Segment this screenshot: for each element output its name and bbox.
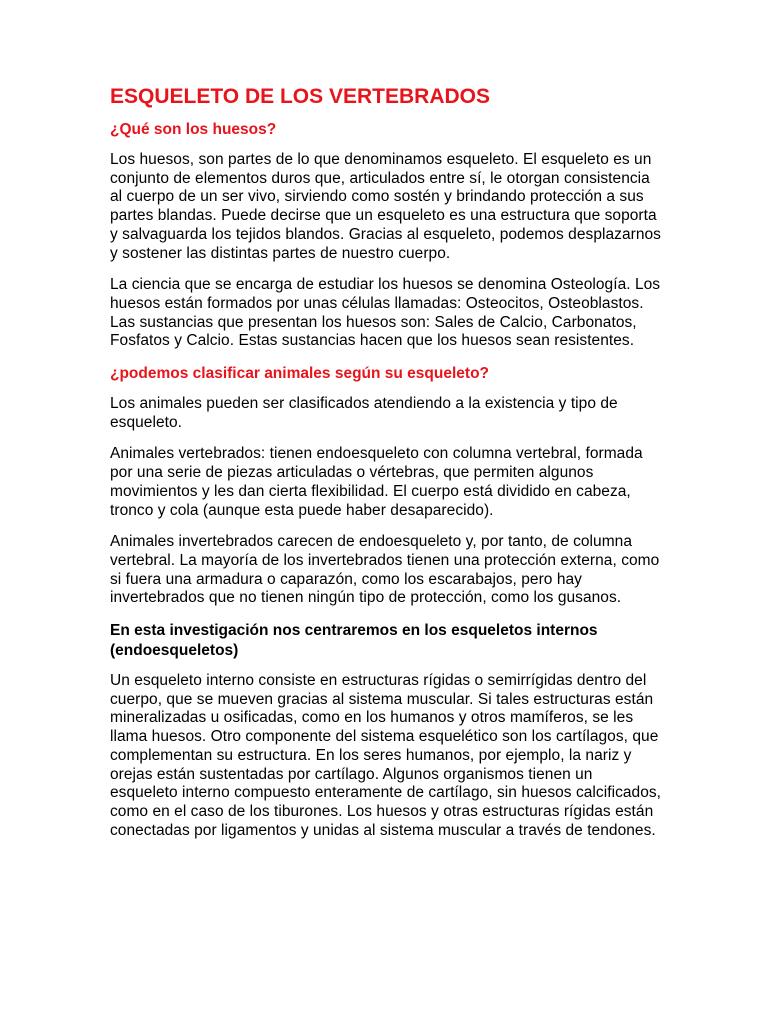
paragraph-definicion-huesos: Los huesos, son partes de lo que denominamos esqueleto. El esqueleto es un conjunto de elementos duros que, articulados entre sí, le otorgan consistencia al cuerpo de un ser vivo, sirviendo como sostén y brindando protección a sus partes blandas. Puede decirse que un esqueleto es una estructura que soporta y salvaguarda los tejidos blandos. Gracias al esqueleto, podemos desplazarnos y sostener las distintas partes de nuestro cuerpo. <box>110 151 661 262</box>
paragraph-vertebrados: Animales vertebrados: tienen endoesqueleto con columna vertebral, formada por una serie de piezas articuladas o vértebras, que permiten algunos movimientos y les dan cierta flexibilidad. El cuerpo está dividido en cabeza, tronco y cola (aunque esta puede haber desaparecido). <box>110 445 643 519</box>
section-heading-que-son-los-huesos: ¿Qué son los huesos? <box>110 121 277 138</box>
document-page <box>110 84 662 853</box>
paragraph-osteologia: La ciencia que se encarga de estudiar los huesos se denomina Osteología. Los huesos están formados por unas células llamadas: Osteocitos, Osteoblastos. Las sustancias que presentan los huesos son: Sales de Calcio, Carbonatos, Fosfatos y Calcio. Estas sustancias hacen que los huesos sean resistentes. <box>110 276 661 350</box>
section-heading-endoesqueletos: En esta investigación nos centraremos en los esqueletos internos (endoesqueletos) <box>110 622 598 660</box>
paragraph-clasificacion-intro: Los animales pueden ser clasificados atendiendo a la existencia y tipo de esqueleto. <box>110 395 618 431</box>
section-heading-clasificar-animales: ¿podemos clasificar animales según su esqueleto? <box>110 365 490 383</box>
paragraph-invertebrados: Animales invertebrados carecen de endoesqueleto y, por tanto, de columna vertebral. La mayoría de los invertebrados tienen una protección externa, como si fuera una armadura o caparazón, como los escarabajos, pero hay invertebrados que no tienen ningún tipo de protección, como los gusanos. <box>110 533 660 607</box>
paragraph-esqueleto-interno: Un esqueleto interno consiste en estructuras rígidas o semirrígidas dentro del cuerpo, que se mueven gracias al sistema muscular. Si tales estructuras están mineralizadas u osificadas, como en los humanos y otros mamíferos, se les llama huesos. Otro componente del sistema esquelético son los cartílagos, que complementan su estructura. En los seres humanos, por ejemplo, la nariz y orejas están sustentadas por cartílago. Algunos organismos tienen un esqueleto interno compuesto enteramente de cartílago, sin huesos calcificados, como en el caso de los tiburones. Los huesos y otras estructuras rígidas están conectadas por ligamentos y unidas al sistema muscular a través de tendones. <box>110 672 662 839</box>
document-title: ESQUELETO DE LOS VERTEBRADOS <box>110 85 490 108</box>
